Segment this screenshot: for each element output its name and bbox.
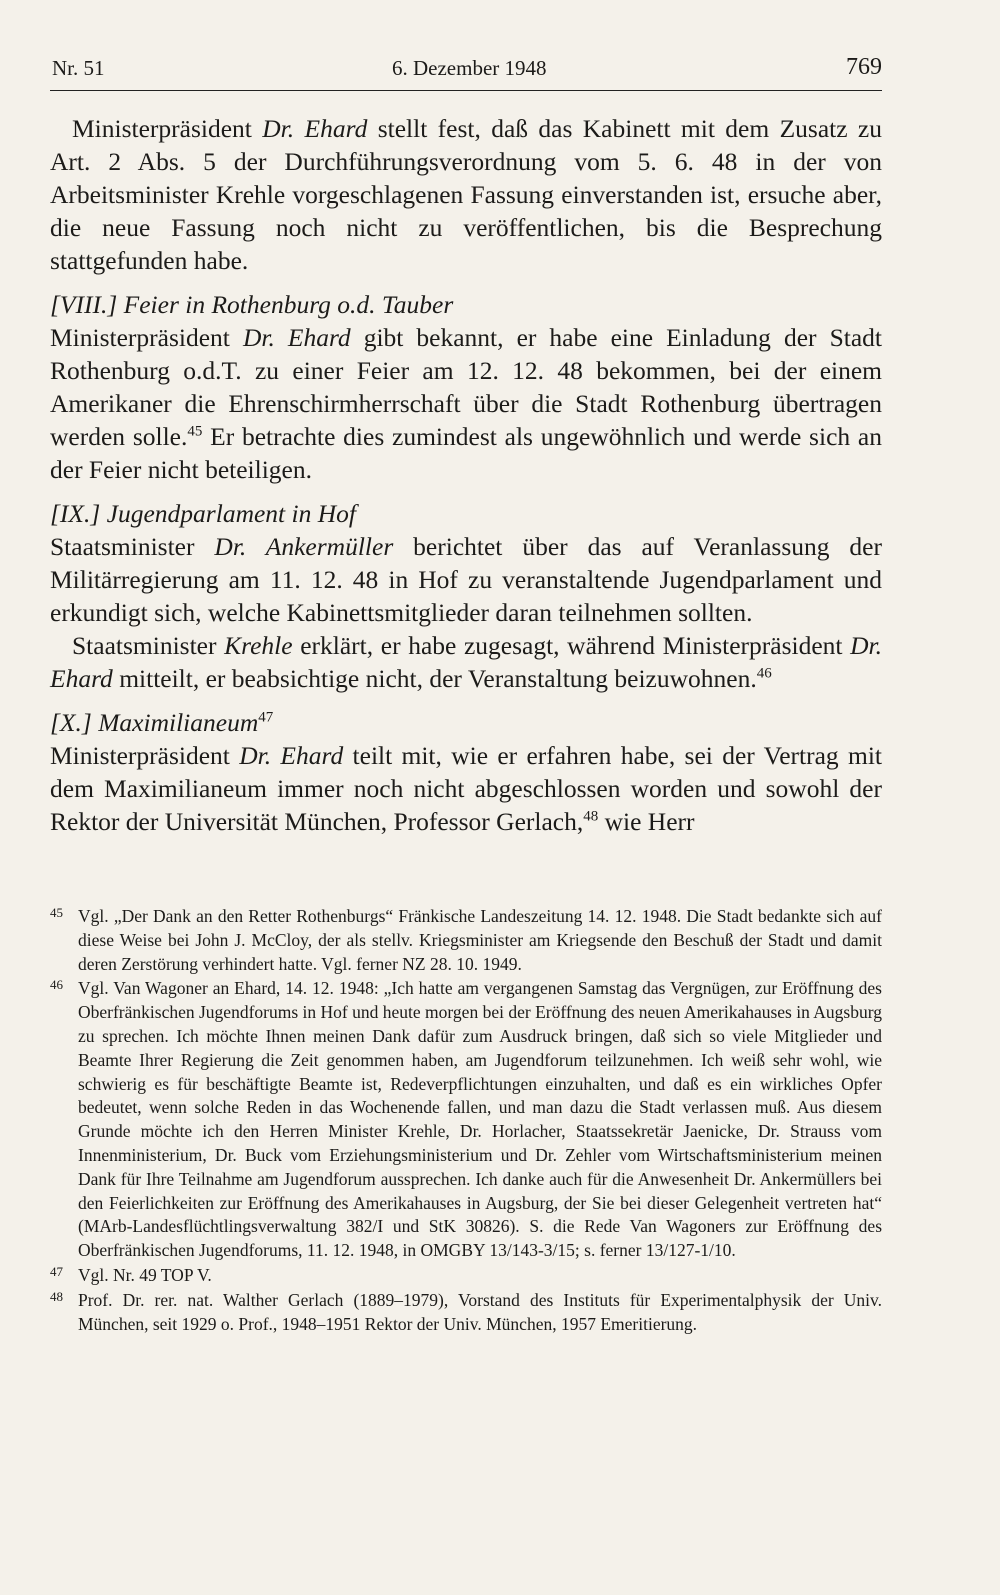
person-name: Krehle bbox=[224, 631, 293, 660]
footnote-text: Vgl. Nr. 49 TOP V. bbox=[78, 1264, 212, 1285]
text-run: Staatsminister bbox=[50, 532, 215, 561]
main-text bbox=[50, 112, 882, 838]
text-run: Ministerpräsident bbox=[50, 323, 243, 352]
text-run: mitteilt, er beabsichtige nicht, der Veranstaltung beizuwohnen. bbox=[112, 664, 757, 693]
paragraph bbox=[50, 321, 882, 486]
footnote-number: 45 bbox=[50, 905, 63, 920]
footnote-number: 47 bbox=[50, 1263, 63, 1279]
section-title: Feier in Rothenburg o.d. Tauber bbox=[123, 290, 454, 319]
text-run: teilt mit, wie er erfahren habe, sei der Vertrag mit dem Maximilianeum immer noch nicht abgeschlossen worden und sowohl der Rektor der Universität München, Professor Gerlach, bbox=[50, 741, 882, 836]
footnote-text: Prof. Dr. rer. nat. Walther Gerlach (1889–1979), Vorstand des Instituts für Experimentalphysik der Univ. München, seit 1929 o. Prof., 1948–1951 Rektor der Univ. München, 1957 Emeritierung. bbox=[78, 1289, 882, 1334]
section-heading bbox=[50, 497, 882, 530]
text-run: wie Herr bbox=[598, 807, 695, 836]
header-rule bbox=[50, 90, 882, 91]
footnote-number: 48 bbox=[50, 1288, 63, 1304]
footnotes bbox=[50, 905, 882, 1336]
text-run: Ministerpräsident bbox=[72, 114, 263, 143]
section-number: [VIII.] bbox=[50, 290, 118, 319]
footnote-ref[interactable]: 48 bbox=[583, 808, 599, 825]
section-heading bbox=[50, 706, 882, 739]
footnote bbox=[50, 977, 882, 1263]
section-number: [X.] bbox=[50, 708, 92, 737]
person-name: Dr. Ankermüller bbox=[214, 532, 394, 561]
footnote-ref[interactable]: 46 bbox=[756, 665, 772, 682]
header-date: 6. Dezember 1948 bbox=[392, 56, 547, 80]
section-title: Jugendparlament in Hof bbox=[106, 499, 356, 528]
running-header bbox=[50, 56, 882, 86]
section-heading bbox=[50, 288, 882, 321]
footnote-number: 46 bbox=[50, 977, 63, 993]
footnote bbox=[50, 1289, 882, 1337]
text-run: berichtet über das auf Veranlassung der Militärregierung am 11. 12. 48 in Hof zu veranstaltende Jugendparlament und erkundigt sich, welche Kabinettsmitglieder daran teilnehmen sollten. bbox=[50, 532, 882, 627]
text-run: Ministerpräsident bbox=[50, 741, 240, 770]
paragraph bbox=[50, 739, 882, 838]
footnote bbox=[50, 905, 882, 976]
paragraph bbox=[50, 112, 882, 277]
footnote-text: Vgl. „Der Dank an den Retter Rothenburgs“ Fränkische Landeszeitung 14. 12. 1948. Die Stadt bedankte sich auf diese Weise bei John J. McCloy, der als stellv. Kriegsminister am Kriegsende den Beschuß der Stadt und damit deren Zerstörung verhindert hatte. Vgl. ferner NZ 28. 10. 1949. bbox=[78, 906, 882, 974]
text-run: Er betrachte dies zumindest als ungewöhnlich und werde sich an der Feier nicht beteiligen. bbox=[50, 422, 882, 484]
person-name: Dr. Ehard bbox=[50, 631, 883, 693]
footnote-ref[interactable]: 47 bbox=[258, 709, 274, 726]
section-number: [IX.] bbox=[50, 499, 101, 528]
text-run: gibt bekannt, er habe eine Einladung der Stadt Rothenburg o.d.T. zu einer Feier am 12. 12. 48 bekommen, bei der einem Amerikaner die Ehrenschirmherrschaft über die Stadt Rothenburg übertragen werden solle. bbox=[50, 323, 882, 451]
paragraph bbox=[50, 629, 882, 695]
footnote bbox=[50, 1264, 882, 1288]
issue-number: Nr. 51 bbox=[52, 56, 105, 80]
person-name: Dr. Ehard bbox=[242, 323, 351, 352]
footnote-ref[interactable]: 45 bbox=[187, 423, 203, 440]
section-title: Maximilianeum bbox=[98, 708, 259, 737]
footnote-text: Vgl. Van Wagoner an Ehard, 14. 12. 1948: „Ich hatte am vergangenen Samstag das Vergnügen, zur Eröffnung des Oberfränkischen Jugendforums in Hof und heute morgen bei der Eröffnung des neuen Amerikahauses in Augsburg zu sprechen. Ich möchte Ihnen meinen Dank dafür zum Ausdruck bringen, daß sich so viele Mitglieder und Beamte Ihrer Regierung die Zeit genommen haben, am Jugendforum teilzunehmen. Ich weiß sehr wohl, wie schwierig es für beschäftigte Beamte ist, Redeverpflichtungen einzuhalten, und daß es ein wirkliches Opfer bedeutet, wenn solche Reden in das Wochenende fallen, und man dazu die Stadt verlassen muß. Aus diesem Grunde möchte ich den Herren Minister Krehle, Dr. Horlacher, Staatssekretär Jaenicke, Dr. Strauss vom Innenministerium, Dr. Buck vom Erziehungsministerium und Dr. Zehler vom Wirtschaftsministerium meinen Dank für Ihre Teilnahme am Jugendforum aussprechen. Ich danke auch für die Anwesenheit Dr. Ankermüllers bei den Feierlichkeiten zur Eröffnung des Amerikahauses in Augsburg, der Sie bei dieser Gelegenheit vertreten hat“ (MArb-Landesflüchtlingsverwaltung 382/I und StK 30826). S. die Rede Van Wagoners zur Eröffnung des Oberfränkischen Jugendforums, 11. 12. 1948, in OMGBY 13/143-3/15; s. ferner 13/127-1/10. bbox=[78, 978, 882, 1261]
person-name: Dr. Ehard bbox=[262, 114, 368, 143]
person-name: Dr. Ehard bbox=[239, 741, 344, 770]
text-run: erklärt, er habe zugesagt, während Ministerpräsident bbox=[292, 631, 851, 660]
paragraph bbox=[50, 530, 882, 629]
page-number: 769 bbox=[846, 54, 882, 80]
text-run: Staatsminister bbox=[72, 631, 225, 660]
text-run: stellt fest, daß das Kabinett mit dem Zusatz zu Art. 2 Abs. 5 der Durchführungsverordnung vom 5. 6. 48 in der von Arbeitsminister Krehle vorgeschlagenen Fassung einverstanden ist, ersuche aber, die neue Fassung noch nicht zu veröffentlichen, bis die Besprechung stattgefunden habe. bbox=[50, 114, 882, 275]
